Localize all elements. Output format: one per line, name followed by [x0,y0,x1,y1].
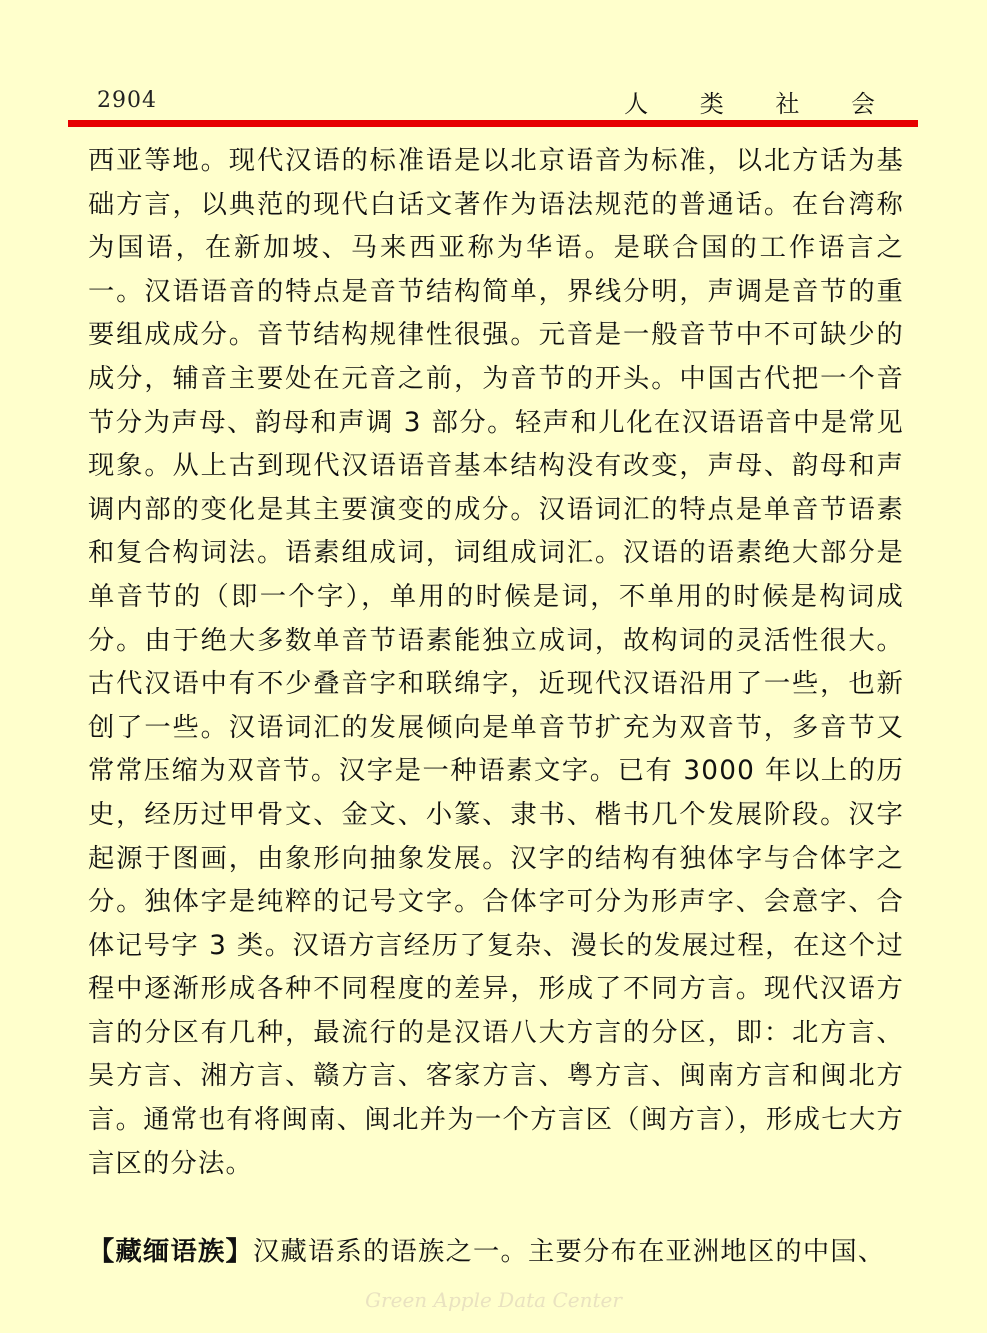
page-header [0,0,987,130]
body-paragraph: 西亚等地。现代汉语的标准语是以北京语音为标准，以北方话为基础方言，以典范的现代白话文著作为语法规范的普通话。在台湾称为国语，在新加坡、马来西亚称为华语。是联合国的工作语言之一。汉语语音的特点是音节结构简单，界线分明，声调是音节的重要组成成分。音节结构规律性很强。元音是一般音节中不可缺少的成分，辅音主要处在元音之前，为音节的开头。中国古代把一个音节分为声母、韵母和声调 3 部分。轻声和儿化在汉语语音中是常见现象。从上古到现代汉语语音基本结构没有改变，声母、韵母和声调内部的变化是其主要演变的成分。汉语词汇的特点是单音节语素和复合构词法。语素组成词，词组成词汇。汉语的语素绝大部分是单音节的（即一个字），单用的时候是词，不单用的时候是构词成分。由于绝大多数单音节语素能独立成词，故构词的灵活性很大。古代汉语中有不少叠音字和联绵字，近现代汉语沿用了一些，也新创了一些。汉语词汇的发展倾向是单音节扩充为双音节，多音节又常常压缩为双音节。汉字是一种语素文字。已有 3000 年以上的历史，经历过甲骨文、金文、小篆、隶书、楷书几个发展阶段。汉字起源于图画，由象形向抽象发展。汉字的结构有独体字与合体字之分。独体字是纯粹的记号文字。合体字可分为形声字、会意字、合体记号字 3 类。汉语方言经历了复杂、漫长的发展过程，在这个过程中逐渐形成各种不同程度的差异，形成了不同方言。现代汉语方言的分区有几种，最流行的是汉语八大方言的分区，即：北方言、吴方言、湘方言、赣方言、客家方言、粤方言、闽南方言和闽北方言。通常也有将闽南、闽北并为一个方言区（闽方言），形成七大方言区的分法。 [88,146,904,1179]
entry-term: 【藏缅语族】 [88,1237,253,1267]
header-rule [68,120,918,127]
page-number: 2904 [97,88,157,113]
entry-text: 汉藏语系的语族之一。主要分布在亚洲地区的中国、 [252,1237,886,1267]
section-title: 人 类 社 会 [624,90,897,118]
body-text [88,140,904,1186]
watermark-text: Green Apple Data Center [365,1288,622,1312]
dictionary-entry [88,1231,904,1275]
